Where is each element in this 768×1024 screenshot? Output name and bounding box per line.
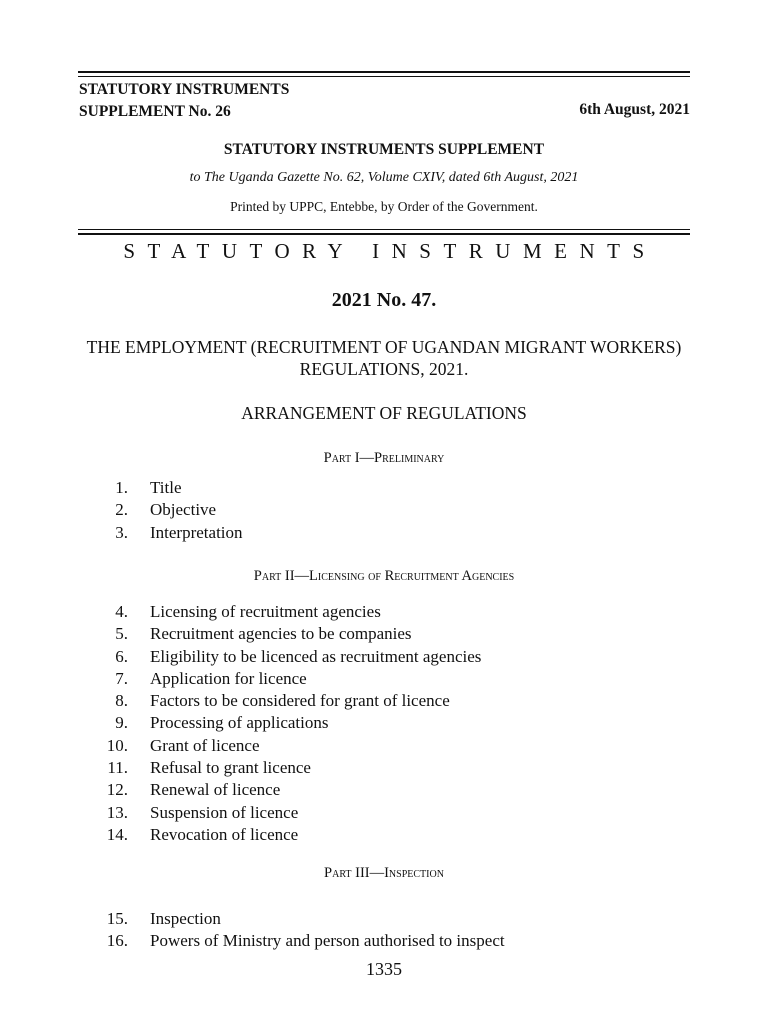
- item-text: Processing of applications: [150, 713, 329, 733]
- list-item: [78, 690, 690, 712]
- item-text: Title: [150, 478, 182, 497]
- header-series: STATUTORY INSTRUMENTS: [79, 81, 290, 98]
- list-item: [78, 668, 690, 690]
- part-heading: Part I—Preliminary: [323, 450, 445, 466]
- instrument-number: 2021 No. 47.: [331, 289, 437, 311]
- item-number: 1.: [115, 478, 128, 497]
- list-item: [78, 757, 690, 779]
- list-item: [78, 646, 690, 668]
- header-supplement-number: SUPPLEMENT No. 26: [79, 103, 231, 120]
- part-heading: Part III—Inspection: [324, 865, 444, 881]
- item-number: 16.: [106, 931, 128, 951]
- item-text: Eligibility to be licenced as recruitment agencies: [150, 646, 482, 666]
- list-item: [78, 824, 690, 846]
- item-text: Powers of Ministry and person authorised to inspect: [150, 931, 505, 951]
- page-number: 1335: [366, 959, 402, 979]
- list-item: [78, 908, 690, 930]
- item-number: 12.: [106, 780, 128, 800]
- part-heading: Part II—Licensing of Recruitment Agencies: [253, 568, 515, 584]
- top-rule-thick: [78, 71, 690, 73]
- list-item: [78, 623, 690, 645]
- header-date: 6th August, 2021: [579, 101, 690, 118]
- item-number: 5.: [115, 624, 128, 644]
- arrangement-heading: ARRANGEMENT OF REGULATIONS: [241, 403, 527, 423]
- item-number: 15.: [106, 909, 128, 928]
- item-number: 14.: [106, 824, 128, 844]
- item-text: Objective: [150, 500, 217, 520]
- item-text: Renewal of licence: [150, 780, 281, 800]
- item-text: Suspension of licence: [150, 802, 299, 822]
- item-number: 7.: [115, 668, 128, 688]
- list-item: [78, 499, 690, 521]
- top-rule-thin: [78, 76, 690, 77]
- item-number: 13.: [106, 802, 128, 822]
- regulation-list: [78, 908, 690, 953]
- regulation-list: [78, 601, 690, 846]
- mid-rule-thick: [78, 233, 690, 235]
- item-number: 9.: [115, 713, 128, 733]
- mid-rule-thin: [78, 229, 690, 230]
- list-item: [78, 477, 690, 499]
- item-text: Licensing of recruitment agencies: [150, 602, 381, 621]
- list-item: [78, 601, 690, 623]
- item-number: 2.: [115, 500, 128, 520]
- item-number: 11.: [107, 758, 128, 778]
- item-text: Refusal to grant licence: [150, 758, 311, 778]
- list-item: [78, 712, 690, 734]
- item-text: Revocation of licence: [150, 824, 299, 844]
- list-item: [78, 930, 690, 952]
- item-text: Interpretation: [150, 522, 243, 542]
- supplement-title: STATUTORY INSTRUMENTS SUPPLEMENT: [223, 141, 545, 158]
- list-item: [78, 802, 690, 824]
- item-number: 6.: [115, 646, 128, 666]
- statutory-instruments-heading: STATUTORY INSTRUMENTS: [123, 239, 657, 263]
- item-number: 4.: [115, 602, 128, 621]
- list-item: [78, 522, 690, 544]
- item-text: Recruitment agencies to be companies: [150, 624, 412, 644]
- item-number: 3.: [115, 522, 128, 542]
- list-item: [78, 779, 690, 801]
- item-text: Inspection: [150, 909, 221, 928]
- supplement-subtitle: to The Uganda Gazette No. 62, Volume CXIV, dated 6th August, 2021: [189, 170, 579, 185]
- item-number: 8.: [115, 691, 128, 711]
- item-number: 10.: [106, 735, 128, 755]
- regulation-title: THE EMPLOYMENT (RECRUITMENT OF UGANDAN MIGRANT WORKERS) REGULATIONS, 2021.: [86, 337, 682, 379]
- item-text: Factors to be considered for grant of licence: [150, 691, 450, 711]
- item-text: Application for licence: [150, 668, 307, 688]
- printed-by-line: Printed by UPPC, Entebbe, by Order of the Government.: [230, 199, 538, 214]
- regulation-list: [78, 477, 690, 544]
- item-text: Grant of licence: [150, 735, 260, 755]
- header-left: [79, 79, 289, 123]
- list-item: [78, 735, 690, 757]
